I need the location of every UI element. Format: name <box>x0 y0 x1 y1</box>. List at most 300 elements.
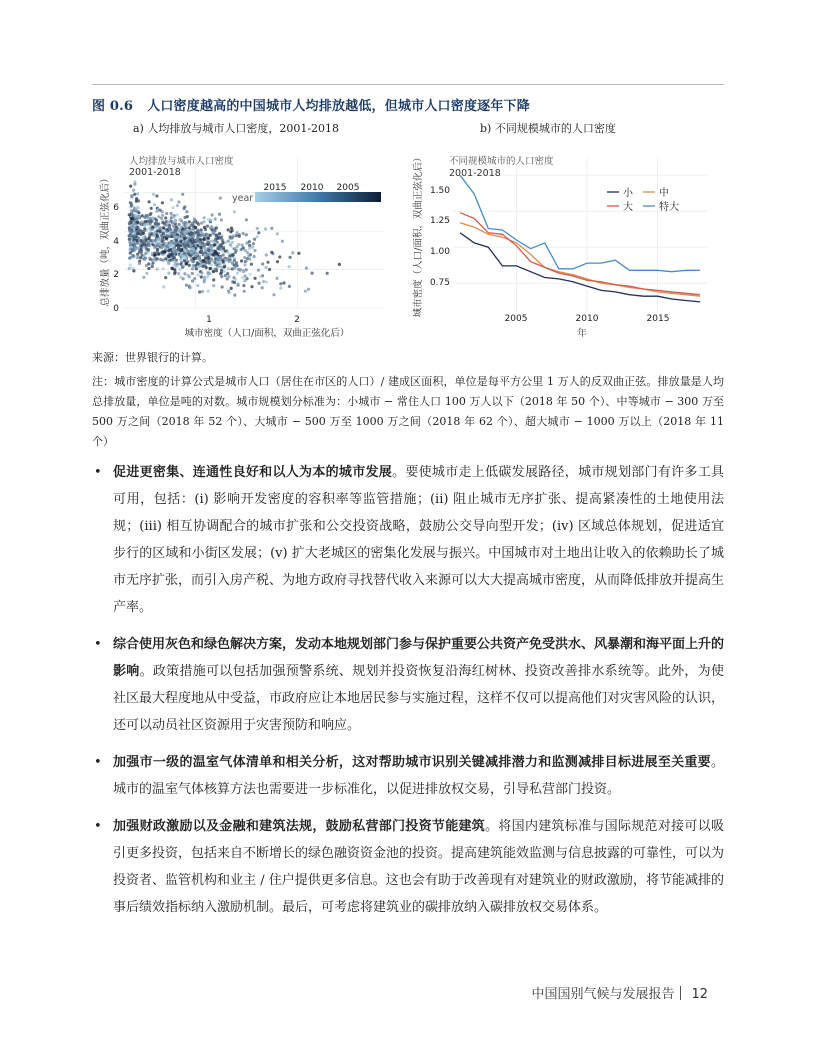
scatter-point <box>128 257 131 260</box>
scatter-point <box>207 256 210 259</box>
scatter-point <box>338 263 341 266</box>
scatter-point <box>182 265 185 268</box>
scatter-point <box>191 279 194 282</box>
scatter-point <box>166 245 169 248</box>
legend-label-megacity: 特大 <box>659 202 679 213</box>
scatter-point <box>132 189 135 192</box>
scatter-point <box>203 277 206 280</box>
scatter-point <box>265 280 268 283</box>
scatter-point <box>173 272 176 275</box>
bullet-list <box>92 459 724 931</box>
scatter-point <box>197 223 200 226</box>
scatter-point <box>231 241 234 244</box>
scatter-point <box>184 227 187 230</box>
scatter-point <box>252 242 255 245</box>
scatter-point <box>288 265 291 268</box>
bullet-text: 。要使城市走上低碳发展路径，城市规划部门有许多工具可用，包括：(i) 影响开发密度的容积率等监管措施；(ii) 阻止城市无序扩张、提高紧凑性的土地使用法规；(iii) 相互协调配合的城市扩张和公交投资战略，鼓励公交导向型开发；(iv) 区域总体规划，促进适宜步行的区域和小街区发展；(v) 扩大老城区的密集化发展与振兴。中国城市对土地出让收入的依赖助长了城市无序扩张，而引入房产税、为地方政府寻找替代收入来源可以大大提高城市密度，从而降低排放并提高生产率。 <box>113 465 725 615</box>
scatter-point <box>288 285 291 288</box>
scatter-point <box>157 253 160 256</box>
scatter-point <box>196 284 199 287</box>
scatter-point <box>174 220 177 223</box>
scatter-point <box>203 220 206 223</box>
scatter-point <box>130 234 133 237</box>
scatter-point <box>136 242 139 245</box>
scatter-point <box>185 230 188 233</box>
scatter-point <box>151 240 154 243</box>
chart-b-ytick: 1.25 <box>429 216 450 226</box>
scatter-point <box>246 277 249 280</box>
scatter-point <box>170 213 173 216</box>
scatter-point <box>139 250 142 253</box>
scatter-point <box>165 212 168 215</box>
scatter-point <box>172 225 175 228</box>
scatter-point <box>201 290 204 293</box>
scatter-point <box>185 262 188 265</box>
scatter-point <box>208 254 211 257</box>
scatter-point <box>143 258 146 261</box>
scatter-point <box>221 285 224 288</box>
scatter-point <box>137 216 140 219</box>
scatter-point <box>218 213 221 216</box>
scatter-point <box>138 262 141 265</box>
scatter-point <box>189 286 192 289</box>
chart-b-ylabel: 城市密度（人口/面积，双曲正弦化后） <box>413 152 424 318</box>
scatter-point <box>150 207 153 210</box>
chart-a-legend-title: year <box>232 193 254 204</box>
chart-a-ytick: 2 <box>113 270 119 280</box>
scatter-point <box>211 213 214 216</box>
scatter-point <box>137 199 140 202</box>
scatter-point <box>153 256 156 259</box>
scatter-point <box>155 226 158 229</box>
scatter-point <box>270 251 273 254</box>
scatter-point <box>227 228 230 231</box>
scatter-point <box>146 217 149 220</box>
scatter-point <box>203 280 206 283</box>
scatter-point <box>148 200 151 203</box>
scatter-point <box>179 218 182 221</box>
chart-b-legend <box>607 186 679 213</box>
scatter-point <box>188 238 191 241</box>
scatter-point <box>136 256 139 259</box>
scatter-point <box>176 213 179 216</box>
chart-b-svg <box>407 140 722 340</box>
scatter-point <box>233 259 236 262</box>
scatter-point <box>207 249 210 252</box>
scatter-point <box>184 243 187 246</box>
scatter-point <box>131 267 134 270</box>
scatter-point <box>230 227 233 230</box>
scatter-point <box>136 253 139 256</box>
scatter-point <box>164 276 167 279</box>
scatter-point <box>192 227 195 230</box>
scatter-point <box>183 272 186 275</box>
scatter-point <box>202 238 205 241</box>
legend-label-small: 小 <box>623 188 633 199</box>
scatter-point <box>266 261 269 264</box>
scatter-point <box>206 225 209 228</box>
scatter-point <box>233 247 236 250</box>
scatter-point <box>130 217 133 220</box>
scatter-point <box>128 238 131 241</box>
scatter-point <box>231 280 234 283</box>
scatter-point <box>247 254 250 257</box>
bullet-lead: 加强市一级的温室气体清单和相关分析，这对帮助城市识别关键减排潜力和监测减排目标进展至关重要 <box>113 755 711 770</box>
scatter-point <box>214 217 217 220</box>
scatter-point <box>173 248 176 251</box>
scatter-point <box>276 260 279 263</box>
scatter-point <box>180 237 183 240</box>
scatter-point <box>171 258 174 261</box>
scatter-point <box>289 256 292 259</box>
scatter-point <box>232 276 235 279</box>
scatter-point <box>135 208 138 211</box>
scatter-point <box>215 234 218 237</box>
scatter-point <box>149 229 152 232</box>
scatter-point <box>184 257 187 260</box>
bullet-lead: 促进更密集、连通性良好和以人为本的城市发展 <box>113 465 393 480</box>
chart-b-ytick: 1.00 <box>429 247 450 257</box>
scatter-point <box>153 231 156 234</box>
scatter-point <box>149 217 152 220</box>
scatter-point <box>240 259 243 262</box>
scatter-point <box>130 230 133 233</box>
scatter-point <box>196 229 199 232</box>
scatter-point <box>181 255 184 258</box>
scatter-point <box>231 253 234 256</box>
scatter-point <box>161 214 164 217</box>
scatter-point <box>207 290 210 293</box>
scatter-point <box>202 259 205 262</box>
chart-a-inner-title: 人均排放与城市人口密度 <box>129 156 234 167</box>
scatter-point <box>157 215 160 218</box>
scatter-point <box>219 243 222 246</box>
scatter-point <box>264 266 267 269</box>
scatter-point <box>129 252 132 255</box>
scatter-point <box>133 193 136 196</box>
scatter-point <box>162 285 165 288</box>
scatter-point <box>203 246 206 249</box>
scatter-point <box>196 249 199 252</box>
scatter-point <box>219 272 222 275</box>
scatter-point <box>199 246 202 249</box>
scatter-point <box>219 197 222 200</box>
scatter-point <box>164 257 167 260</box>
scatter-point <box>220 275 223 278</box>
scatter-point <box>152 216 155 219</box>
scatter-point <box>248 240 251 243</box>
scatter-point <box>213 261 216 264</box>
scatter-point <box>245 233 248 236</box>
scatter-point <box>213 243 216 246</box>
footer-report-title: 中国国别气候与发展报告 <box>531 987 675 1002</box>
footer-page-number: 12 <box>691 987 708 1002</box>
scatter-point <box>132 248 135 251</box>
scatter-point <box>173 228 176 231</box>
scatter-point <box>264 227 267 230</box>
scatter-point <box>185 284 188 287</box>
scatter-point <box>130 204 133 207</box>
scatter-point <box>191 238 194 241</box>
scatter-point <box>129 245 132 248</box>
bullet-item <box>92 631 724 739</box>
scatter-point <box>250 263 253 266</box>
scatter-point <box>128 213 131 216</box>
scatter-point <box>236 272 239 275</box>
scatter-point <box>177 200 180 203</box>
scatter-point <box>186 249 189 252</box>
scatter-point <box>245 268 248 271</box>
scatter-point <box>130 194 133 197</box>
scatter-point <box>257 269 260 272</box>
scatter-point <box>151 252 154 255</box>
scatter-point <box>242 246 245 249</box>
scatter-point <box>154 222 157 225</box>
scatter-point <box>215 251 218 254</box>
chart-b-ytick: 0.75 <box>429 278 450 288</box>
scatter-point <box>133 183 136 186</box>
scatter-point <box>142 241 145 244</box>
scatter-point <box>179 263 182 266</box>
series-line <box>460 213 700 295</box>
scatter-point <box>254 277 257 280</box>
scatter-point <box>131 224 134 227</box>
scatter-point <box>128 267 131 270</box>
scatter-point <box>211 253 214 256</box>
scatter-point <box>221 260 224 263</box>
scatter-point <box>129 242 132 245</box>
scatter-point <box>171 206 174 209</box>
scatter-point <box>219 265 222 268</box>
scatter-point <box>228 260 231 263</box>
scatter-point <box>165 230 168 233</box>
scatter-point <box>210 228 213 231</box>
scatter-point <box>144 239 147 242</box>
scatter-point <box>253 238 256 241</box>
scatter-point <box>133 243 136 246</box>
scatter-point <box>170 198 173 201</box>
scatter-point <box>246 251 249 254</box>
scatter-point <box>156 248 159 251</box>
chart-a-ytick: 6 <box>113 203 119 213</box>
scatter-point <box>245 218 248 221</box>
scatter-point <box>153 246 156 249</box>
bullet-dot: • <box>94 465 102 480</box>
scatter-point <box>311 272 314 275</box>
scatter-point <box>156 238 159 241</box>
scatter-point <box>193 277 196 280</box>
scatter-point <box>243 256 246 259</box>
scatter-point <box>241 243 244 246</box>
source-line: 来源：世界银行的计算。 <box>92 351 213 364</box>
scatter-point <box>163 236 166 239</box>
scatter-point <box>279 282 282 285</box>
subtitle-a: a) 人均排放与城市人口密度，2001-2018 <box>133 122 340 135</box>
scatter-point <box>220 218 223 221</box>
scatter-point <box>278 255 281 258</box>
scatter-point <box>194 254 197 257</box>
scatter-point <box>201 241 204 244</box>
scatter-point <box>191 260 194 263</box>
scatter-point <box>196 244 199 247</box>
scatter-point <box>237 282 240 285</box>
scatter-point <box>140 223 143 226</box>
scatter-point <box>256 235 259 238</box>
chart-a-xtick: 1 <box>206 315 212 325</box>
scatter-point <box>192 234 195 237</box>
scatter-point <box>155 194 158 197</box>
scatter-point <box>153 234 156 237</box>
scatter-point <box>130 209 133 212</box>
scatter-point <box>326 272 329 275</box>
scatter-point <box>162 239 165 242</box>
scatter-point <box>168 259 171 262</box>
scatter-point <box>275 277 278 280</box>
bullet-text: 。将国内建筑标准与国际规范对接可以吸引更多投资，包括来自不断增长的绿色融资资金池的投资。提高建筑能效监测与信息披露的可靠性，可以为投资者、监管机构和业主 / 住户提供更多信息。这也会有助于改善现有对建筑业的财政激励，将节能减排的事后绩效指标纳入激励机制。最后，可考虑将建筑业的碳排放纳入碳排放权交易体系。 <box>113 819 725 915</box>
scatter-point <box>178 227 181 230</box>
scatter-point <box>136 220 139 223</box>
scatter-point <box>228 255 231 258</box>
scatter-point <box>172 216 175 219</box>
scatter-point <box>128 226 131 229</box>
scatter-point <box>188 220 191 223</box>
scatter-point <box>220 236 223 239</box>
scatter-point <box>248 247 251 250</box>
scatter-point <box>188 232 191 235</box>
scatter-point <box>156 268 159 271</box>
scatter-point <box>191 272 194 275</box>
note-paragraph: 注：城市密度的计算公式是城市人口（居住在市区的人口）/ 建成区面积，单位是每平方公里 1 万人的反双曲正弦。排放量是人均总排放量，单位是吨的对数。城市规模划分标准为：小城市 − 常住人口 100 万人以下（2018 年 50 个）、中等城市 − 300 万至 500 万之间（2018 年 52 个）、大城市 − 500 万至 1000 万之间（2018 年 62 个）、超大城市 − 1000 万以上（2018 年 11 个） <box>92 375 724 448</box>
scatter-point <box>187 241 190 244</box>
scatter-point <box>162 267 165 270</box>
chart-b-inner-subtitle: 2001-2018 <box>449 168 501 179</box>
scatter-point <box>206 275 209 278</box>
scatter-point <box>157 223 160 226</box>
scatter-point <box>250 285 253 288</box>
scatter-point <box>212 270 215 273</box>
chart-a-legend-colorbar <box>255 192 381 202</box>
scatter-point <box>154 253 157 256</box>
scatter-point <box>235 245 238 248</box>
scatter-point <box>183 205 186 208</box>
scatter-point <box>176 236 179 239</box>
scatter-point <box>305 266 308 269</box>
scatter-point <box>171 222 174 225</box>
scatter-point <box>212 284 215 287</box>
scatter-point <box>129 263 132 266</box>
scatter-point <box>207 261 210 264</box>
scatter-point <box>210 263 213 266</box>
scatter-point <box>228 291 231 294</box>
chart-b-xlabel: 年 <box>577 328 587 339</box>
scatter-point <box>169 242 172 245</box>
scatter-point <box>160 246 163 249</box>
scatter-point <box>279 286 282 289</box>
scatter-point <box>142 276 145 279</box>
scatter-point <box>129 221 132 224</box>
scatter-point <box>243 290 246 293</box>
scatter-point <box>152 193 155 196</box>
scatter-point <box>181 227 184 230</box>
scatter-point <box>132 269 135 272</box>
chart-b-xtick: 2005 <box>504 314 528 324</box>
scatter-point <box>248 257 251 260</box>
scatter-point <box>143 223 146 226</box>
scatter-point <box>242 232 245 235</box>
scatter-point <box>142 237 145 240</box>
scatter-point <box>282 281 285 284</box>
scatter-point <box>213 239 216 242</box>
scatter-point <box>257 231 260 234</box>
scatter-point <box>185 246 188 249</box>
scatter-point <box>131 255 134 258</box>
scatter-point <box>192 247 195 250</box>
scatter-point <box>187 226 190 229</box>
scatter-point <box>248 273 251 276</box>
scatter-point <box>234 264 237 267</box>
scatter-point <box>196 232 199 235</box>
scatter-point <box>251 246 254 249</box>
top-rule <box>92 84 724 85</box>
scatter-point <box>238 235 241 238</box>
scatter-point <box>182 234 185 237</box>
scatter-point <box>203 216 206 219</box>
subtitle-b: b) 不同规模城市的人口密度 <box>480 122 616 135</box>
scatter-point <box>187 274 190 277</box>
scatter-point <box>195 267 198 270</box>
scatter-point <box>145 214 148 217</box>
scatter-point <box>200 231 203 234</box>
scatter-point <box>229 230 232 233</box>
scatter-point <box>222 253 225 256</box>
scatter-point <box>185 223 188 226</box>
scatter-point <box>176 243 179 246</box>
legend-label-medium: 中 <box>659 188 669 199</box>
figure-title <box>92 95 530 114</box>
scatter-point <box>168 226 171 229</box>
chart-b <box>407 140 722 340</box>
chart-a-xtick: 2 <box>294 315 300 325</box>
scatter-point <box>178 223 181 226</box>
scatter-point <box>203 235 206 238</box>
scatter-point <box>237 268 240 271</box>
scatter-point <box>209 267 212 270</box>
scatter-point <box>164 216 167 219</box>
scatter-point <box>136 232 139 235</box>
scatter-point <box>205 266 208 269</box>
scatter-point <box>150 258 153 261</box>
scatter-point <box>253 249 256 252</box>
scatter-point <box>233 294 236 297</box>
scatter-point <box>197 240 200 243</box>
scatter-point <box>168 232 171 235</box>
bullet-lead: 加强财政激励以及金融和建筑法规，鼓励私营部门投资节能建筑 <box>113 819 486 834</box>
scatter-point <box>209 219 212 222</box>
chart-b-ytick: 1.50 <box>429 186 450 196</box>
scatter-point <box>209 234 212 237</box>
scatter-point <box>203 226 206 229</box>
scatter-point <box>243 263 246 266</box>
scatter-point <box>190 241 193 244</box>
scatter-point <box>291 251 294 254</box>
scatter-point <box>198 290 201 293</box>
scatter-point <box>159 209 162 212</box>
scatter-point <box>142 254 145 257</box>
scatter-point <box>151 264 154 267</box>
scatter-point <box>210 249 213 252</box>
scatter-point <box>297 252 300 255</box>
bullet-dot: • <box>94 637 102 652</box>
